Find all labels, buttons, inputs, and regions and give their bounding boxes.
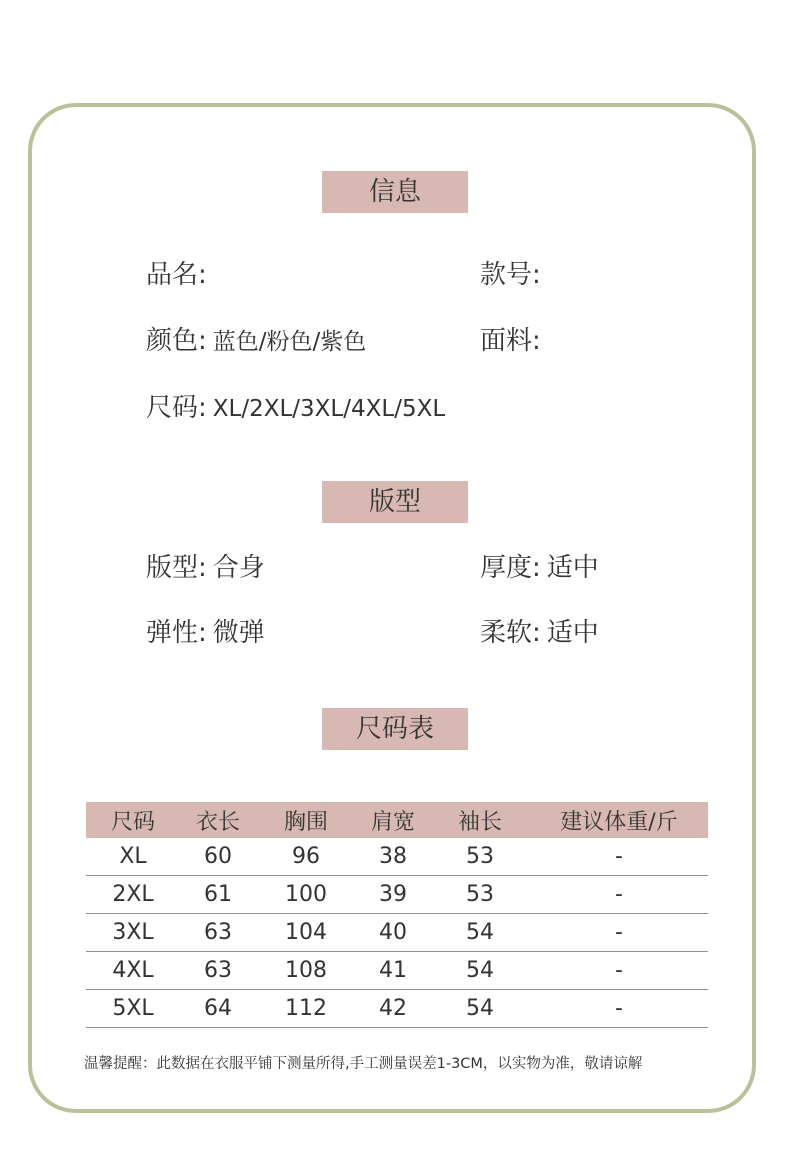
cell-sleeve: 53 bbox=[466, 844, 494, 869]
table-row bbox=[86, 990, 708, 1028]
cell-size: 2XL bbox=[112, 882, 154, 907]
cell-chest: 100 bbox=[285, 882, 327, 907]
measurement-note: 温馨提醒：此数据在衣服平铺下测量所得,手工测量误差1-3CM，以实物为准，敬请谅解 bbox=[84, 1056, 643, 1072]
color-label: 颜色: bbox=[146, 326, 207, 356]
product-name-field bbox=[146, 257, 213, 294]
cell-shoulder: 40 bbox=[379, 920, 407, 945]
cell-length: 64 bbox=[204, 996, 232, 1021]
cell-length: 63 bbox=[204, 920, 232, 945]
cell-sleeve: 54 bbox=[466, 996, 494, 1021]
elasticity-value: 微弹 bbox=[212, 618, 265, 648]
section-title-size-table: 尺码表 bbox=[322, 708, 468, 750]
cell-chest: 112 bbox=[285, 996, 327, 1021]
fabric-label: 面料: bbox=[480, 326, 541, 356]
header-weight: 建议体重/斤 bbox=[560, 809, 678, 835]
thickness-field bbox=[480, 550, 599, 586]
table-row bbox=[86, 876, 708, 914]
cell-shoulder: 38 bbox=[379, 844, 407, 869]
section-title-fit: 版型 bbox=[322, 481, 468, 523]
elasticity-label: 弹性: bbox=[146, 618, 207, 648]
product-name-label: 品名: bbox=[146, 260, 207, 290]
size-table-header bbox=[86, 802, 708, 838]
elasticity-field bbox=[146, 615, 265, 651]
thickness-value: 适中 bbox=[546, 553, 599, 583]
cell-shoulder: 39 bbox=[379, 882, 407, 907]
header-length: 衣长 bbox=[195, 809, 240, 835]
cell-length: 60 bbox=[204, 844, 232, 869]
header-size: 尺码 bbox=[110, 809, 155, 835]
fabric-field bbox=[480, 323, 547, 360]
header-sleeve: 袖长 bbox=[457, 809, 502, 835]
thickness-label: 厚度: bbox=[480, 553, 541, 583]
color-field bbox=[146, 323, 366, 360]
color-value: 蓝色/粉色/紫色 bbox=[212, 329, 367, 355]
table-row bbox=[86, 838, 708, 876]
style-no-field bbox=[480, 257, 547, 294]
cell-chest: 96 bbox=[292, 844, 320, 869]
header-chest: 胸围 bbox=[283, 809, 328, 835]
cell-weight: - bbox=[615, 996, 623, 1021]
cell-chest: 108 bbox=[285, 958, 327, 983]
table-row bbox=[86, 914, 708, 952]
softness-value: 适中 bbox=[546, 618, 599, 648]
fit-field bbox=[146, 550, 265, 586]
style-no-label: 款号: bbox=[480, 260, 541, 290]
size-label: 尺码: bbox=[146, 393, 207, 423]
softness-label: 柔软: bbox=[480, 618, 541, 648]
section-title-info: 信息 bbox=[322, 171, 468, 213]
cell-size: 4XL bbox=[112, 958, 154, 983]
cell-sleeve: 54 bbox=[466, 958, 494, 983]
softness-field bbox=[480, 615, 599, 651]
cell-weight: - bbox=[615, 882, 623, 907]
cell-size: 3XL bbox=[112, 920, 154, 945]
size-table bbox=[86, 802, 708, 1028]
fit-label: 版型: bbox=[146, 553, 207, 583]
cell-size: 5XL bbox=[112, 996, 154, 1021]
cell-size: XL bbox=[119, 844, 147, 869]
cell-weight: - bbox=[615, 844, 623, 869]
fit-value: 合身 bbox=[212, 553, 265, 583]
cell-weight: - bbox=[615, 958, 623, 983]
cell-shoulder: 42 bbox=[379, 996, 407, 1021]
cell-sleeve: 53 bbox=[466, 882, 494, 907]
table-row bbox=[86, 952, 708, 990]
cell-sleeve: 54 bbox=[466, 920, 494, 945]
cell-weight: - bbox=[615, 920, 623, 945]
cell-length: 61 bbox=[204, 882, 232, 907]
cell-shoulder: 41 bbox=[379, 958, 407, 983]
size-field bbox=[146, 390, 445, 427]
header-shoulder: 肩宽 bbox=[370, 809, 415, 835]
size-value: XL/2XL/3XL/4XL/5XL bbox=[212, 396, 446, 422]
cell-length: 63 bbox=[204, 958, 232, 983]
cell-chest: 104 bbox=[285, 920, 327, 945]
